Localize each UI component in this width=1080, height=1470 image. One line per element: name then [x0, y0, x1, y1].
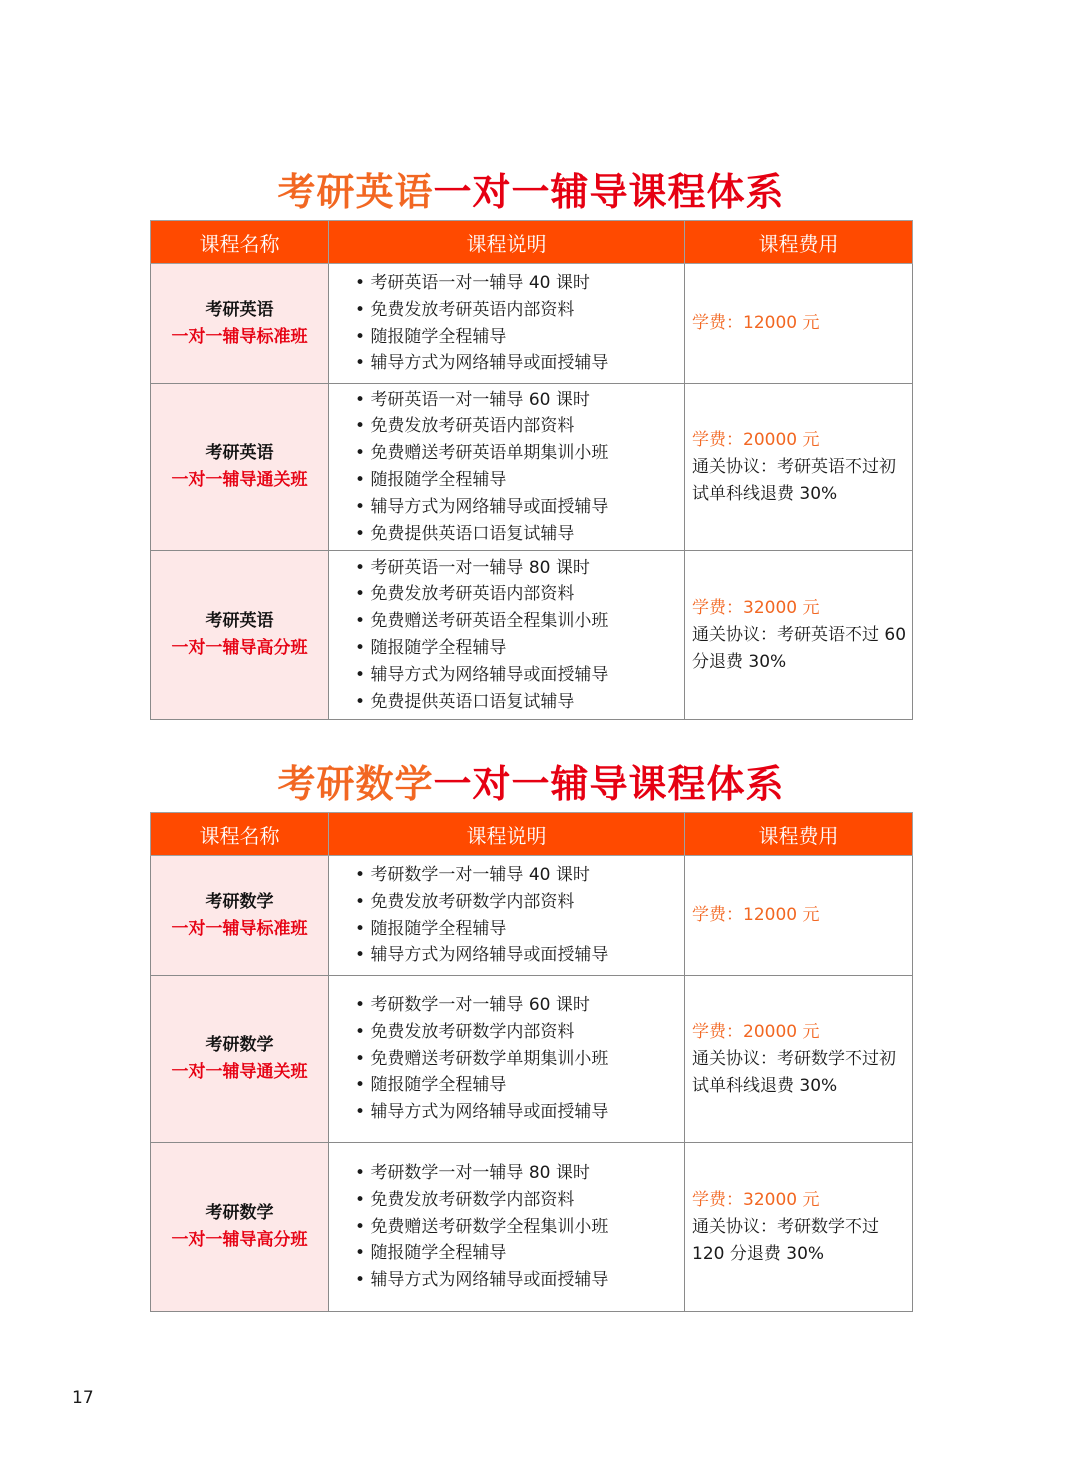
fee-amount: 学费：32000 元	[692, 597, 820, 618]
course-level: 一对一辅导标准班	[171, 326, 308, 347]
course-subject: 考研英语	[205, 443, 274, 463]
header-course-fee: 课程费用	[685, 813, 913, 856]
fee-amount: 学费：32000 元	[692, 1189, 820, 1210]
page-number: 17	[72, 1388, 94, 1408]
course-fee-cell	[685, 856, 913, 976]
desc-item: • 免费发放考研数学内部资料	[355, 1187, 684, 1214]
section-english	[150, 164, 912, 720]
desc-item: • 随报随学全程辅导	[355, 635, 684, 662]
desc-item: • 免费发放考研英语内部资料	[355, 297, 684, 324]
desc-item: • 考研数学一对一辅导 80 课时	[355, 1160, 684, 1187]
desc-item: • 考研英语一对一辅导 60 课时	[355, 387, 684, 414]
course-desc-cell	[329, 264, 685, 384]
desc-item: • 随报随学全程辅导	[355, 324, 684, 351]
desc-item: • 免费赠送考研数学全程集训小班	[355, 1214, 684, 1241]
course-fee-cell	[685, 551, 913, 720]
desc-item: • 辅导方式为网络辅导或面授辅导	[355, 942, 684, 969]
table-header-row	[151, 221, 913, 264]
desc-item: • 随报随学全程辅导	[355, 1072, 684, 1099]
header-course-desc: 课程说明	[329, 221, 685, 264]
course-desc-cell	[329, 384, 685, 551]
pass-agreement: 通关协议：考研数学不过初试单科线退费 30%	[692, 1048, 896, 1096]
course-subject: 考研英语	[205, 299, 274, 320]
course-name-cell	[151, 551, 329, 720]
course-name-cell	[151, 976, 329, 1143]
desc-item: • 辅导方式为网络辅导或面授辅导	[355, 350, 684, 377]
course-subject: 考研数学	[205, 1203, 274, 1223]
course-fee-cell	[685, 976, 913, 1143]
course-name-cell	[151, 384, 329, 551]
desc-item: • 免费提供英语口语复试辅导	[355, 521, 684, 548]
desc-item: • 考研数学一对一辅导 60 课时	[355, 992, 684, 1019]
course-fee-cell	[685, 384, 913, 551]
course-desc-cell	[329, 976, 685, 1143]
header-course-fee: 课程费用	[685, 221, 913, 264]
course-name-cell	[151, 264, 329, 384]
header-course-name: 课程名称	[151, 221, 329, 264]
desc-item: • 辅导方式为网络辅导或面授辅导	[355, 1099, 684, 1126]
pass-agreement: 通关协议：考研英语不过 60 分退费 30%	[692, 624, 907, 672]
desc-item: • 考研数学一对一辅导 40 课时	[355, 862, 684, 889]
course-subject: 考研数学	[205, 1035, 274, 1055]
table-row	[151, 1143, 913, 1312]
desc-item: • 免费提供英语口语复试辅导	[355, 689, 684, 716]
table-row	[151, 551, 913, 720]
table-row	[151, 264, 913, 384]
desc-item: • 辅导方式为网络辅导或面授辅导	[355, 662, 684, 689]
desc-item: • 随报随学全程辅导	[355, 1240, 684, 1267]
course-level: 一对一辅导通关班	[171, 1062, 308, 1082]
course-fee-cell	[685, 1143, 913, 1312]
course-desc-cell	[329, 551, 685, 720]
course-desc-cell	[329, 856, 685, 976]
fee-amount: 学费：12000 元	[692, 905, 820, 925]
title-subject: 考研英语	[277, 170, 434, 214]
course-fee-cell	[685, 264, 913, 384]
table-header-row	[151, 813, 913, 856]
section-math	[150, 756, 912, 1312]
desc-item: • 免费发放考研数学内部资料	[355, 1019, 684, 1046]
course-level: 一对一辅导高分班	[171, 638, 308, 658]
desc-item: • 免费发放考研英语内部资料	[355, 413, 684, 440]
desc-item: • 考研英语一对一辅导 80 课时	[355, 555, 684, 582]
course-desc-cell	[329, 1143, 685, 1312]
desc-item: • 辅导方式为网络辅导或面授辅导	[355, 1267, 684, 1294]
course-table	[150, 812, 913, 1312]
desc-item: • 免费发放考研英语内部资料	[355, 581, 684, 608]
title-suffix: 一对一辅导课程体系	[433, 762, 785, 806]
desc-item: • 随报随学全程辅导	[355, 467, 684, 494]
course-table	[150, 220, 913, 720]
course-subject: 考研数学	[205, 891, 274, 912]
section-title	[150, 164, 912, 220]
course-level: 一对一辅导通关班	[171, 470, 308, 490]
section-title	[150, 756, 912, 812]
desc-item: • 免费赠送考研数学单期集训小班	[355, 1046, 684, 1073]
desc-item: • 免费赠送考研英语单期集训小班	[355, 440, 684, 467]
desc-item: • 随报随学全程辅导	[355, 916, 684, 943]
course-level: 一对一辅导标准班	[171, 918, 308, 939]
title-subject: 考研数学	[277, 762, 434, 806]
table-row	[151, 384, 913, 551]
table-row	[151, 976, 913, 1143]
title-suffix: 一对一辅导课程体系	[433, 170, 785, 214]
fee-amount: 学费：12000 元	[692, 313, 820, 333]
course-level: 一对一辅导高分班	[171, 1230, 308, 1250]
desc-item: • 辅导方式为网络辅导或面授辅导	[355, 494, 684, 521]
pass-agreement: 通关协议：考研数学不过 120 分退费 30%	[692, 1216, 879, 1264]
pass-agreement: 通关协议：考研英语不过初试单科线退费 30%	[692, 456, 896, 504]
course-subject: 考研英语	[205, 611, 274, 631]
desc-item: • 免费发放考研数学内部资料	[355, 889, 684, 916]
table-row	[151, 856, 913, 976]
header-course-desc: 课程说明	[329, 813, 685, 856]
course-name-cell	[151, 1143, 329, 1312]
fee-amount: 学费：20000 元	[692, 429, 820, 450]
fee-amount: 学费：20000 元	[692, 1021, 820, 1042]
course-name-cell	[151, 856, 329, 976]
desc-item: • 免费赠送考研英语全程集训小班	[355, 608, 684, 635]
header-course-name: 课程名称	[151, 813, 329, 856]
desc-item: • 考研英语一对一辅导 40 课时	[355, 270, 684, 297]
